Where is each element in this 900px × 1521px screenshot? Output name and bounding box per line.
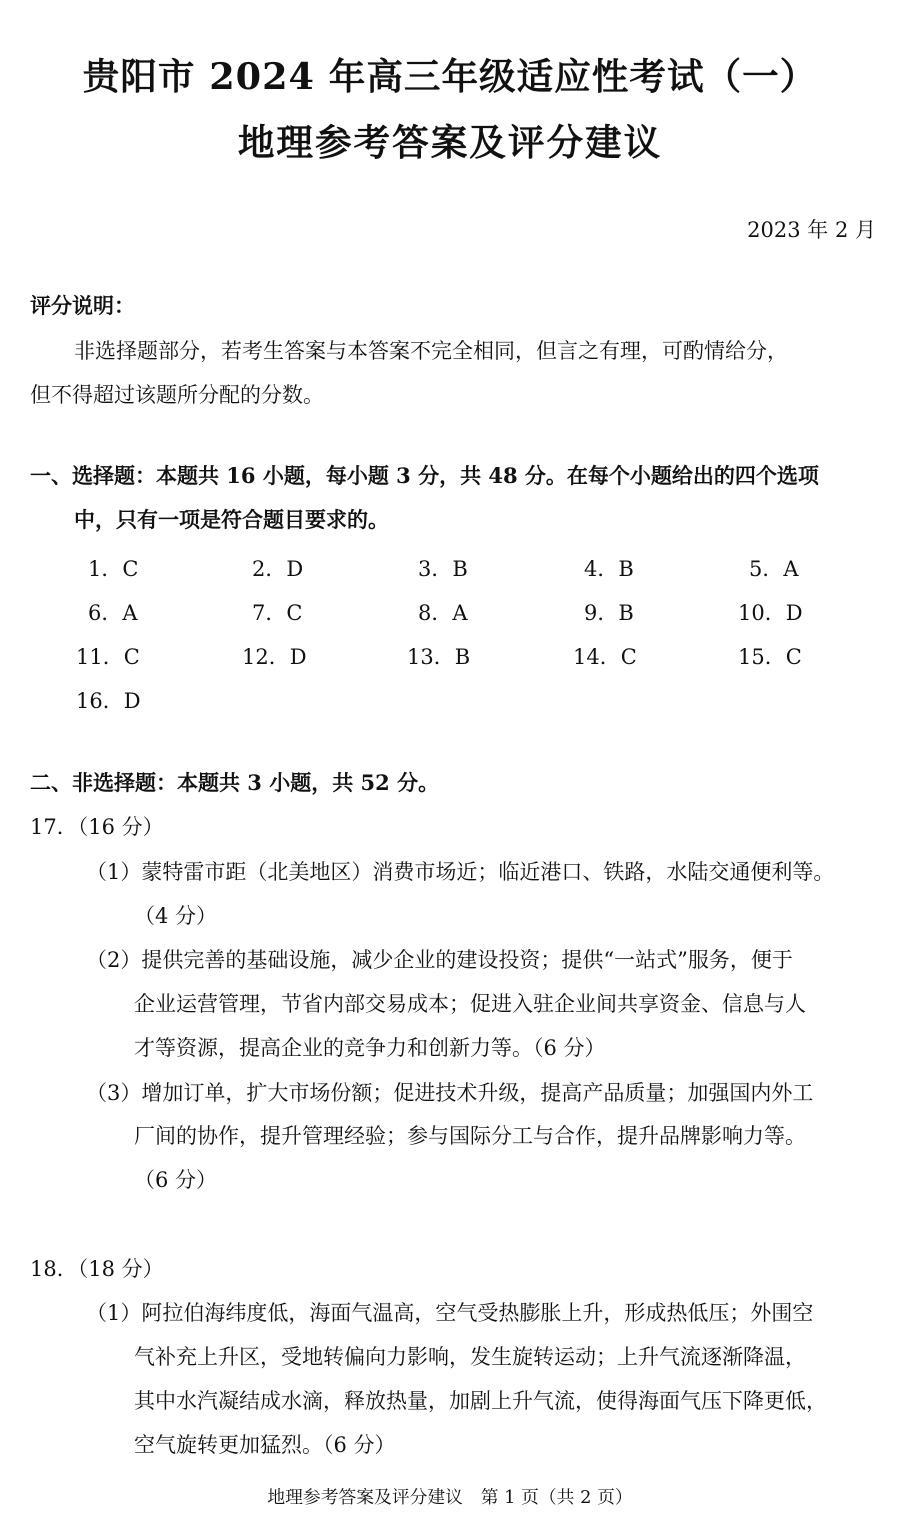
answer-item: 5．A: [749, 557, 799, 581]
section1-heading: 中，只有一项是符合题目要求的。: [74, 507, 389, 532]
answer-text-line: 气补充上升区，受地转偏向力影响，发生旋转运动；上升气流逐渐降温，: [134, 1345, 806, 1369]
answer-item: 10．D: [738, 601, 803, 625]
answer-text-line: 厂间的协作，提升管理经验；参与国际分工与合作，提升品牌影响力等。: [134, 1124, 806, 1148]
answer-text-line: （1）蒙特雷市距（北美地区）消费市场近；临近港口、铁路，水陆交通便利等。: [86, 860, 835, 884]
scoring-notes-line: 但不得超过该题所分配的分数。: [30, 383, 324, 407]
scoring-notes-line: 非选择题部分，若考生答案与本答案不完全相同，但言之有理，可酌情给分，: [74, 339, 788, 363]
scoring-notes-heading: 评分说明：: [30, 293, 135, 318]
question-18-label: 18．（18 分）: [30, 1257, 164, 1281]
answer-item: 1．C: [88, 557, 139, 581]
page-footer: 地理参考答案及评分建议 第 1 页（共 2 页）: [267, 1487, 633, 1508]
answer-item: 16．D: [76, 689, 141, 713]
section1-heading: 一、选择题：本题共 16 小题，每小题 3 分，共 48 分。在每个小题给出的四个选项: [30, 463, 819, 488]
document-subtitle: 地理参考答案及评分建议: [237, 121, 663, 164]
answer-item: 6．A: [88, 601, 138, 625]
question-17-label: 17．（16 分）: [30, 815, 164, 839]
answer-item: 14．C: [573, 645, 637, 669]
answer-text-line: 企业运营管理，节省内部交易成本；促进入驻企业间共享资金、信息与人: [134, 992, 806, 1016]
answer-text-line: 才等资源，提高企业的竞争力和创新力等。（6 分）: [134, 1036, 606, 1060]
document-date: 2023 年 2 月: [747, 218, 876, 242]
answer-item: 15．C: [738, 645, 802, 669]
answer-item: 13．B: [407, 645, 471, 669]
answer-text-line: （4 分）: [134, 904, 218, 928]
answer-text-line: 其中水汽凝结成水滴，释放热量，加剧上升气流，使得海面气压下降更低，: [134, 1389, 827, 1413]
answer-item: 3．B: [418, 557, 468, 581]
answer-item: 12．D: [242, 645, 307, 669]
answer-text-line: （3）增加订单，扩大市场份额；促进技术升级，提高产品质量；加强国内外工: [86, 1081, 814, 1105]
answer-text-line: 空气旋转更加猛烈。（6 分）: [134, 1433, 396, 1457]
answer-text-line: （6 分）: [134, 1168, 218, 1192]
section2-heading: 二、非选择题：本题共 3 小题，共 52 分。: [30, 770, 440, 795]
answer-item: 8．A: [418, 601, 468, 625]
answer-text-line: （2）提供完善的基础设施，减少企业的建设投资；提供“一站式”服务，便于: [86, 948, 793, 972]
answer-item: 2．D: [252, 557, 304, 581]
answer-item: 4．B: [584, 557, 634, 581]
answer-item: 9．B: [584, 601, 634, 625]
answer-item: 11．C: [76, 645, 140, 669]
answer-item: 7．C: [252, 601, 303, 625]
answer-text-line: （1）阿拉伯海纬度低，海面气温高，空气受热膨胀上升，形成热低压；外围空: [86, 1301, 814, 1325]
document-title: 贵阳市 2024 年高三年级适应性考试（一）: [82, 55, 818, 98]
